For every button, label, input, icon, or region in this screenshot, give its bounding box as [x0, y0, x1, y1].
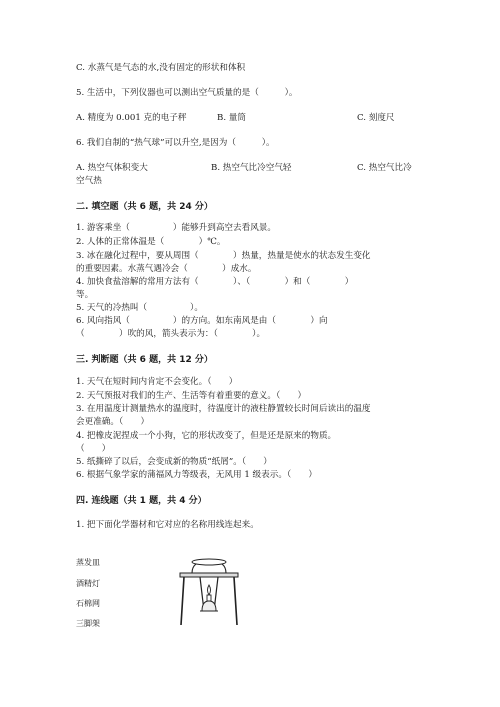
- q5-option-a: A. 精度为 0.001 克的电子秤: [76, 113, 187, 123]
- q5-option-b: B. 量筒: [217, 113, 246, 123]
- lab-apparatus-figure: [178, 555, 240, 630]
- section3-line: 会更准确。（ ）: [76, 417, 150, 427]
- section4-title: 四. 连线题（共 1 题，共 4 分）: [76, 496, 207, 506]
- section3-line: 3. 在用温度计测量热水的温度时，待温度计的液柱静置较长时间后读出的温度: [76, 404, 371, 414]
- label-alcohol-lamp: 酒精灯: [76, 579, 100, 588]
- section3-line: 4. 把橡皮泥捏成一个小狗，它的形状改变了，但是还是原来的物质。: [76, 431, 337, 441]
- asbestos-mesh-icon: [180, 573, 238, 577]
- section2-line: 4. 加快食盐溶解的常用方法有（ ）、（ ）和（ ）: [76, 277, 354, 287]
- section3-line: 5. 纸撕碎了以后，会变成新的物质“纸屑”。（ ）: [76, 457, 272, 467]
- q6-option-c: C. 热空气比冷: [357, 163, 412, 173]
- section3-line: 2. 天气预报对我们的生产、生活等有着重要的意义。（ ）: [76, 391, 307, 401]
- section3-line: 1. 天气在短时间内肯定不会变化。（ ）: [76, 377, 238, 387]
- evaporating-dish-icon: [192, 559, 226, 573]
- section2-title: 二. 填空题（共 6 题，共 24 分）: [76, 202, 213, 212]
- q6-option-b: B. 热空气比冷空气轻: [211, 163, 292, 173]
- q6-option-c-continued: 空气热: [76, 176, 102, 186]
- section2-line: 的重要因素。水蒸气遇冷会（ ）成水。: [76, 264, 257, 274]
- section3-line: （ ）: [76, 444, 111, 454]
- section2-line: 等。: [76, 290, 94, 300]
- section3-line: 6. 根据气象学家的蒲福风力等级表，无风用 1 级表示。（ ）: [76, 470, 318, 480]
- q6-option-a: A. 热空气体积变大: [76, 163, 148, 173]
- section2-line: 6. 风向指风（ ）的方向。如东南风是由（ ）向: [76, 316, 328, 326]
- label-evaporating-dish: 蒸发皿: [76, 558, 100, 567]
- section4-question: 1. 把下面化学器材和它对应的名称用线连起来。: [76, 520, 259, 530]
- section2-line: 1. 游客乘坐（ ）能够升到高空去看风景。: [76, 223, 276, 233]
- q4-option-c: C. 水蒸气是气态的水,没有固定的形状和体积: [76, 63, 246, 73]
- label-tripod: 三脚架: [76, 619, 100, 628]
- section2-line: （ ）吹的风，箭头表示为：（ ）。: [76, 329, 266, 339]
- q5-option-c: C. 刻度尺: [357, 113, 395, 123]
- section2-line: 3. 冰在融化过程中，要从周围（ ）热量，热量是使水的状态发生变化: [76, 251, 371, 261]
- label-asbestos-mesh: 石棉网: [76, 599, 100, 608]
- section2-line: 5. 天气的冷热叫（ ）。: [76, 303, 203, 313]
- section2-line: 2. 人体的正常体温是（ ）℃。: [76, 237, 226, 247]
- section3-title: 三. 判断题（共 6 题，共 12 分）: [76, 355, 213, 365]
- q6-stem: 6. 我们自制的“热气球”可以升空,是因为（ ）。: [76, 138, 275, 148]
- q5-stem: 5. 生活中，下列仪器也可以测出空气质量的是（ ）。: [76, 88, 298, 98]
